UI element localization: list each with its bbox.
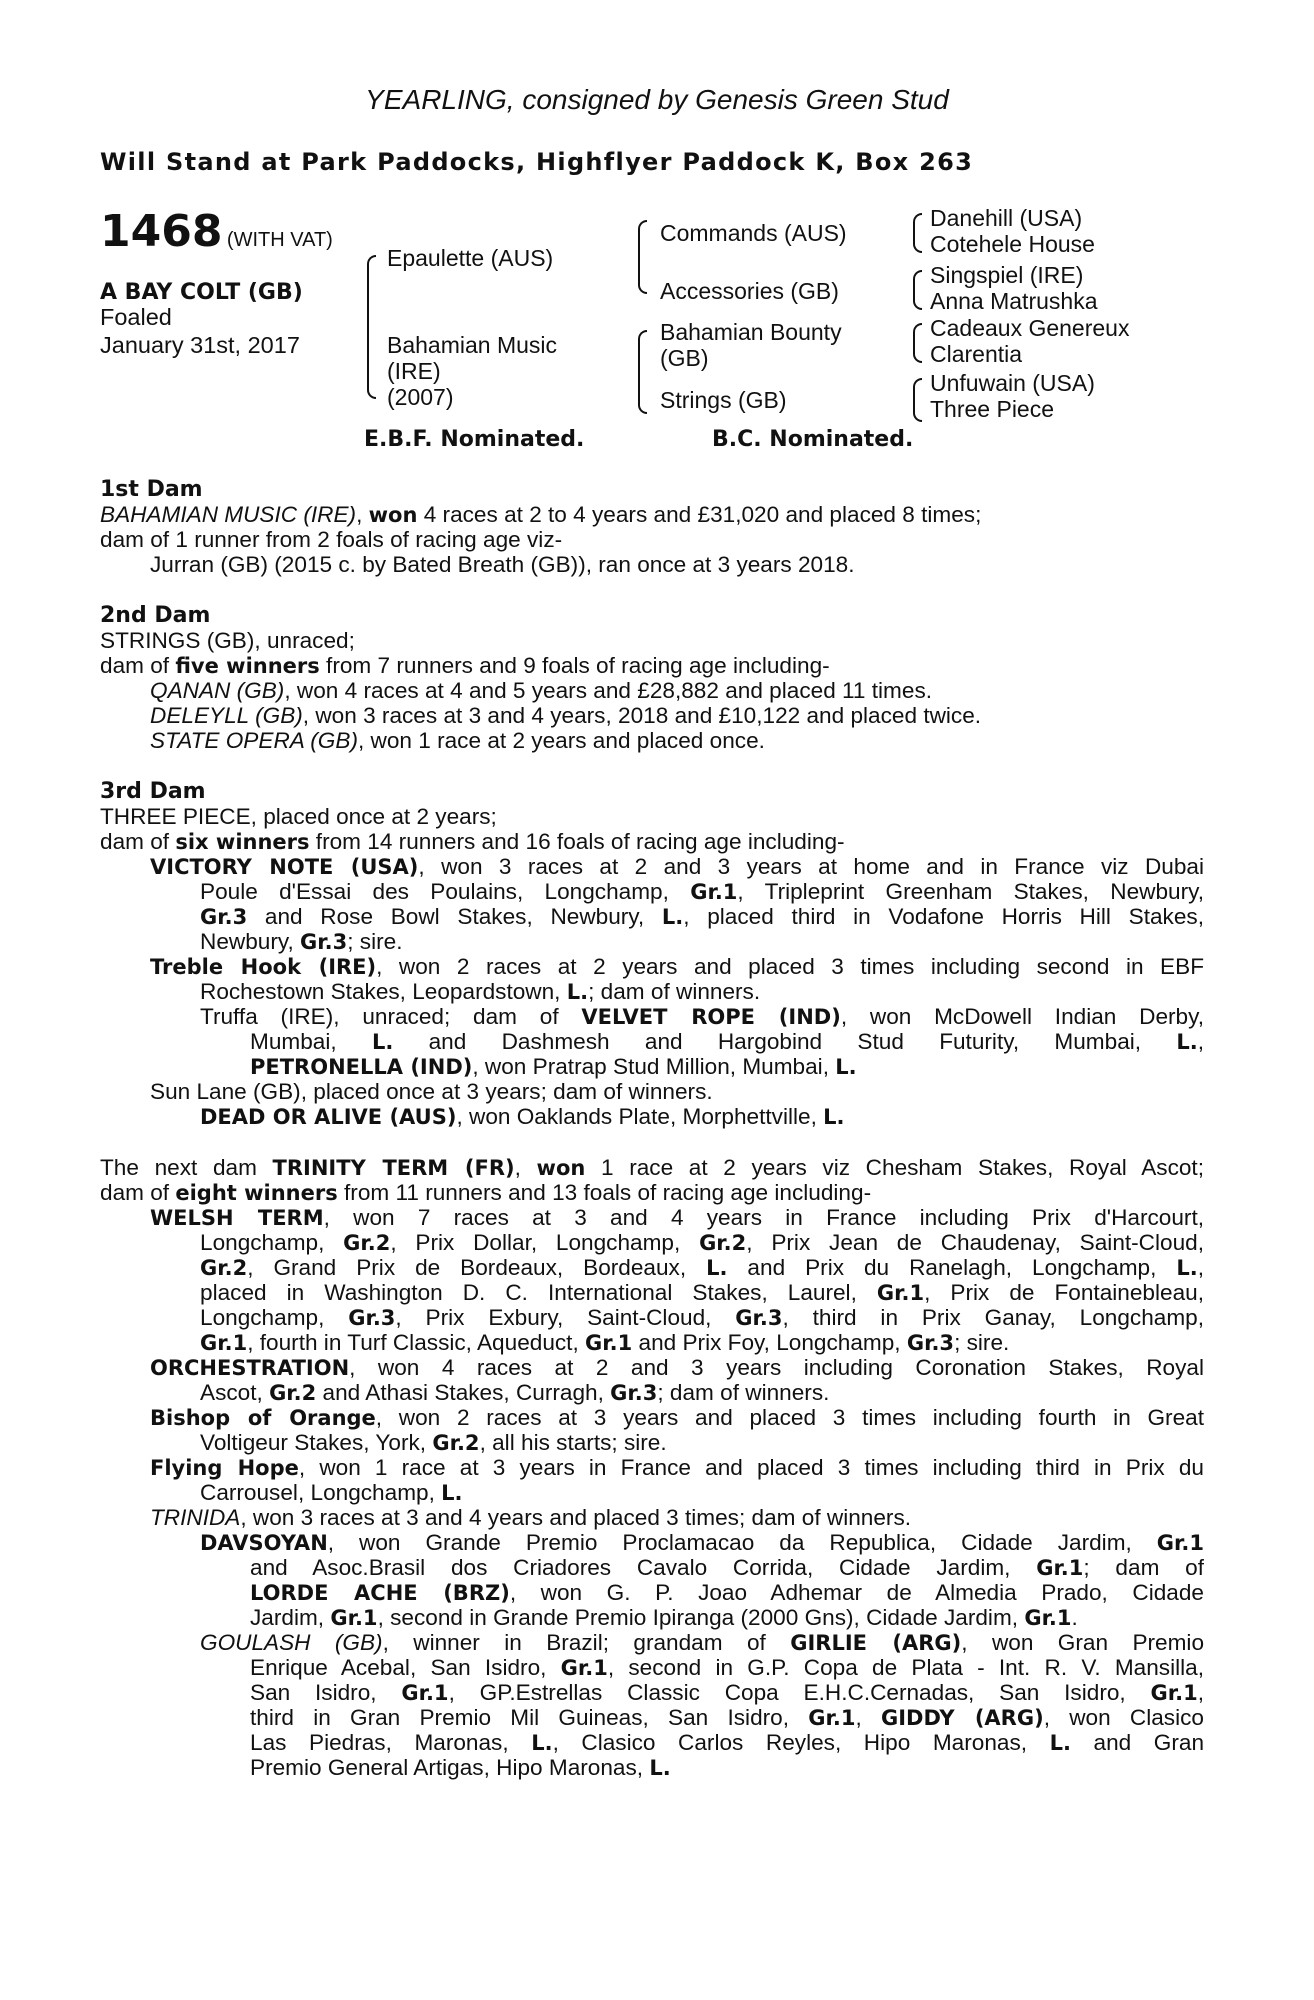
text: from 14 runners and 16 foals of racing age including- (309, 829, 845, 854)
text: Carrousel, Longchamp, (200, 1480, 442, 1505)
grade: Gr.1 (401, 1681, 449, 1705)
text: dam of (100, 1180, 176, 1205)
text: , Prix Jean de Chaudenay, Saint-Cloud, (746, 1230, 1204, 1255)
grade: Gr.1 (876, 1281, 925, 1305)
text: Premio General Artigas, Hipo Maronas, (250, 1755, 650, 1780)
grade: L. (661, 905, 684, 929)
progeny-name: Bishop of Orange (150, 1406, 376, 1430)
dds: Unfuwain (USA) (930, 370, 1095, 396)
progeny-line (250, 1655, 1204, 1680)
text: , Prix de Fontainebleau, (924, 1280, 1204, 1305)
progeny-line (200, 979, 1304, 1005)
progeny-name: DEAD OR ALIVE (AUS) (200, 1105, 457, 1129)
pedigree-brace (913, 270, 922, 310)
ssd: Cotehele House (930, 231, 1095, 257)
text: Rochestown Stakes, Leopardstown, (200, 979, 567, 1004)
progeny-name: GIRLIE (ARG) (790, 1631, 962, 1655)
progeny-line (200, 1004, 1204, 1029)
pedigree-brace (638, 330, 647, 414)
pedigree-brace (367, 255, 376, 399)
text: , won Clasico (1043, 1705, 1204, 1730)
progeny-name: GIDDY (ARG) (880, 1706, 1044, 1730)
progeny-line (250, 1730, 1204, 1755)
text: Longchamp, (200, 1305, 349, 1330)
progeny-line (250, 1755, 1314, 1781)
text: , Clasico Carlos Reyles, Hipo Maronas, (552, 1730, 1050, 1755)
sale-location: Will Stand at Park Paddocks, Highflyer Paddock K, Box 263 (100, 148, 974, 176)
text: , Prix Dollar, Longchamp, (390, 1230, 700, 1255)
text: , won 7 races at 3 and 4 years in France including Prix d'Harcourt, (323, 1205, 1204, 1230)
text: , won 4 races at 4 and 5 years and £28,882 and placed 11 times. (284, 678, 933, 703)
text: third in Gran Premio Mil Guineas, San Isidro, (250, 1705, 809, 1730)
text: , won 1 race at 3 years in France and placed 3 times including third in Prix du (298, 1455, 1204, 1480)
text: Mumbai, (250, 1029, 372, 1054)
text: , second in Grande Premio Ipiranga (2000 Gns), Cidade Jardim, (377, 1605, 1025, 1630)
grade: Gr.1 (1036, 1556, 1084, 1580)
text: , Grand Prix de Bordeaux, Bordeaux, (247, 1255, 707, 1280)
progeny-line (200, 1104, 1304, 1130)
text: , fourth in Turf Classic, Aqueduct, (247, 1330, 586, 1355)
text: , GP.Estrellas Classic Copa E.H.C.Cernadas, San Isidro, (448, 1680, 1151, 1705)
grade: L. (531, 1731, 553, 1755)
grade: Gr.3 (610, 1381, 658, 1405)
vat-note: (WITH VAT) (226, 229, 333, 251)
text: The next dam (100, 1155, 273, 1180)
text: , second in G.P. Copa de Plata - Int. R. V. Mansilla, (607, 1655, 1204, 1680)
text: , Prix Exbury, Saint-Cloud, (395, 1305, 736, 1330)
text: Poule d'Essai des Poulains, Longchamp, (200, 879, 691, 904)
pedigree-brace (913, 378, 922, 422)
text: , won 1 race at 2 years and placed once. (357, 728, 765, 753)
text: , won 3 races at 2 and 3 years at home and in France viz Dubai (418, 854, 1204, 879)
sire-dam: Accessories (GB) (660, 278, 839, 304)
progeny-name: ORCHESTRATION (150, 1356, 350, 1380)
text: and Rose Bowl Stakes, Newbury, (247, 904, 662, 929)
winners-count: eight winners (175, 1181, 338, 1205)
progeny-line (200, 1630, 1204, 1655)
progeny-name: DAVSOYAN (200, 1531, 328, 1555)
text: Ascot, (200, 1380, 270, 1405)
progeny-line (250, 1680, 1204, 1705)
grade: Gr.2 (343, 1231, 391, 1255)
progeny-line (250, 1029, 1204, 1054)
text: , winner in Brazil; grandam of (382, 1630, 791, 1655)
grade: L. (371, 1030, 394, 1054)
grade: Gr.1 (1156, 1531, 1204, 1555)
progeny-name: Flying Hope (150, 1456, 299, 1480)
dam-sire-country: (GB) (660, 345, 709, 371)
grade: L. (1176, 1030, 1198, 1054)
won-label: won (536, 1156, 586, 1180)
ddd: Three Piece (930, 396, 1055, 422)
progeny-line (150, 1405, 1204, 1430)
text: from 7 runners and 9 foals of racing age including- (319, 653, 830, 678)
grade: Gr.2 (432, 1431, 480, 1455)
progeny-name: STATE OPERA (GB) (150, 728, 358, 753)
page-subtitle: YEARLING, consigned by Genesis Green Stud (365, 84, 949, 115)
dam: Bahamian Music (387, 332, 558, 358)
sss: Danehill (USA) (930, 205, 1083, 231)
progeny-name: TRINIDA (150, 1505, 241, 1530)
grade: Gr.2 (269, 1381, 317, 1405)
grade: Gr.3 (735, 1306, 783, 1330)
text: Las Piedras, Maronas, (250, 1730, 532, 1755)
text: , Tripleprint Greenham Stakes, Newbury, (737, 879, 1204, 904)
grade: Gr.3 (348, 1306, 396, 1330)
progeny-line (200, 1430, 1304, 1456)
progeny-line (150, 1505, 1254, 1530)
text: , won 3 races at 3 and 4 years and placed 3 times; dam of winners. (240, 1505, 912, 1530)
pedigree-brace (913, 213, 922, 253)
text: and Asoc.Brasil dos Criadores Cavalo Corrida, Cidade Jardim, (250, 1555, 1037, 1580)
third-dam-heading: 3rd Dam (100, 779, 206, 804)
grade: L. (649, 1756, 671, 1780)
won-label: won (368, 503, 418, 527)
text: dam of (100, 829, 176, 854)
sire: Epaulette (AUS) (387, 245, 554, 271)
first-dam-progeny: Jurran (GB) (2015 c. by Bated Breath (GB)), ran once at 3 years 2018. (150, 552, 855, 577)
grade: Gr.1 (808, 1706, 856, 1730)
progeny-line (200, 1480, 1304, 1506)
text: , won 2 races at 3 years and placed 3 times including fourth in Great (375, 1405, 1204, 1430)
grade: Gr.1 (1024, 1606, 1072, 1630)
dam-sire: Bahamian Bounty (660, 319, 842, 345)
progeny-line (150, 1205, 1204, 1230)
grade: Gr.3 (200, 905, 248, 929)
text: 4 races at 2 to 4 years and £31,020 and placed 8 times; (423, 502, 982, 527)
progeny-name: LORDE ACHE (BRZ) (250, 1581, 510, 1605)
grade: L. (1049, 1731, 1071, 1755)
text: and Prix du Ranelagh, Longchamp, (727, 1255, 1177, 1280)
text: from 11 runners and 13 foals of racing age including- (337, 1180, 872, 1205)
text: , placed third in Vodafone Horris Hill Stakes, (683, 904, 1204, 929)
text: San Isidro, (250, 1680, 402, 1705)
dsd: Clarentia (930, 341, 1023, 367)
progeny-name: PETRONELLA (IND) (250, 1055, 473, 1079)
progeny-name: VICTORY NOTE (USA) (150, 855, 419, 879)
text: ; sire. (954, 1330, 1010, 1355)
text: Voltigeur Stakes, York, (200, 1430, 433, 1455)
third-dam-line (100, 829, 1204, 855)
progeny-line (250, 1605, 1314, 1631)
text: , (1197, 1255, 1204, 1280)
second-dam-line: STRINGS (GB), unraced; (100, 628, 355, 653)
grade: L. (823, 1105, 845, 1129)
grade: Gr.2 (699, 1231, 747, 1255)
sds: Singspiel (IRE) (930, 262, 1084, 288)
text: . (1071, 1605, 1078, 1630)
text: , won 4 races at 2 and 3 years including Coronation Stakes, Royal (349, 1355, 1204, 1380)
grade: Gr.1 (560, 1656, 608, 1680)
next-dam-line (100, 1155, 1204, 1180)
pedigree-brace (913, 323, 922, 363)
progeny-line (150, 1355, 1204, 1380)
progeny-line (200, 1255, 1204, 1280)
text: , won 2 races at 2 years and placed 3 times including second in EBF (376, 954, 1204, 979)
text: , (1197, 1680, 1204, 1705)
text: ; sire. (347, 929, 403, 954)
progeny-name: WELSH TERM (150, 1206, 324, 1230)
grade: Gr.2 (200, 1256, 248, 1280)
text: Enrique Acebal, San Isidro, (250, 1655, 561, 1680)
dss: Cadeaux Genereux (930, 315, 1130, 341)
progeny-line (150, 728, 1254, 753)
dam-country: (IRE) (387, 358, 441, 384)
grade: Gr.3 (300, 930, 348, 954)
text: 1 race at 2 years viz Chesham Stakes, Royal Ascot; (585, 1155, 1204, 1180)
progeny-line (250, 1555, 1204, 1580)
horse-name: A BAY COLT (GB) (100, 280, 303, 305)
first-dam-line: BAHAMIAN MUSIC (IRE), won 4 races at 2 to 4 years and £31,020 and placed 8 times; (100, 502, 982, 527)
progeny-name: GOULASH (GB) (200, 1630, 383, 1655)
lot-number-row (100, 206, 333, 257)
text: and Gran (1070, 1730, 1204, 1755)
progeny-line (200, 904, 1204, 929)
text: Jardim, (250, 1605, 331, 1630)
progeny-line: Sun Lane (GB), placed once at 3 years; dam of winners. (150, 1079, 713, 1104)
text: , third in Prix Ganay, Longchamp, (782, 1305, 1204, 1330)
first-dam-heading: 1st Dam (100, 477, 203, 502)
text: Newbury, (200, 929, 301, 954)
foaled-label: Foaled (100, 304, 172, 330)
text: and Dashmesh and Hargobind Stud Futurity, Mumbai, (393, 1029, 1177, 1054)
text: , won McDowell Indian Derby, (840, 1004, 1204, 1029)
text: , won G. P. Joao Adhemar de Almedia Prado, Cidade (509, 1580, 1204, 1605)
dam-dam: Strings (GB) (660, 387, 787, 413)
dam-name: BAHAMIAN MUSIC (IRE) (100, 502, 357, 527)
progeny-line (150, 703, 1254, 728)
text: and Athasi Stakes, Curragh, (316, 1380, 611, 1405)
grade: L. (441, 1481, 463, 1505)
text: ; dam of winners. (588, 979, 761, 1004)
dam-name: TRINITY TERM (FR) (272, 1156, 515, 1180)
progeny-line (200, 929, 1304, 955)
grade: Gr.1 (690, 880, 738, 904)
grade: Gr.1 (330, 1606, 378, 1630)
progeny-line (250, 1054, 1314, 1080)
text: Truffa (IRE), unraced; dam of (200, 1004, 582, 1029)
text: ; dam of winners. (657, 1380, 830, 1405)
grade: Gr.1 (1150, 1681, 1198, 1705)
text: , (1197, 1029, 1204, 1054)
text: , won Gran Premio (961, 1630, 1204, 1655)
third-dam-line: THREE PIECE, placed once at 2 years; (100, 804, 497, 829)
progeny-line (200, 1230, 1204, 1255)
foaled-date: January 31st, 2017 (100, 332, 300, 358)
text: and Prix Foy, Longchamp, (632, 1330, 907, 1355)
progeny-line (150, 854, 1204, 879)
sire-sire: Commands (AUS) (660, 220, 847, 246)
text: , won Oaklands Plate, Morphettville, (456, 1104, 824, 1129)
next-dam-line (100, 1180, 1204, 1206)
progeny-name: QANAN (GB) (150, 678, 285, 703)
text: placed in Washington D. C. International Stakes, Laurel, (200, 1280, 877, 1305)
progeny-line (150, 954, 1204, 979)
winners-count: five winners (175, 654, 320, 678)
bc-nominated: B.C. Nominated. (712, 427, 914, 452)
text: , all his starts; sire. (479, 1430, 667, 1455)
progeny-line (250, 1705, 1204, 1730)
sdd: Anna Matrushka (930, 288, 1098, 314)
progeny-line (200, 1330, 1304, 1356)
progeny-line (250, 1580, 1204, 1605)
progeny-line (150, 678, 1254, 703)
text: , won Grande Premio Proclamacao da Republica, Cidade Jardim, (327, 1530, 1157, 1555)
grade: L. (1176, 1256, 1198, 1280)
text: , (855, 1705, 881, 1730)
progeny-line (200, 1380, 1304, 1406)
first-dam-line: dam of 1 runner from 2 foals of racing age viz- (100, 527, 563, 552)
text: dam of (100, 653, 176, 678)
text: Longchamp, (200, 1230, 344, 1255)
second-dam-line (100, 653, 1204, 679)
grade: Gr.1 (200, 1331, 248, 1355)
progeny-line (200, 1530, 1204, 1555)
ebf-nominated: E.B.F. Nominated. (364, 427, 585, 452)
grade: Gr.1 (585, 1331, 633, 1355)
grade: L. (566, 980, 589, 1004)
grade: L. (835, 1055, 857, 1079)
grade: Gr.3 (906, 1331, 955, 1355)
text: , (514, 1155, 537, 1180)
grade: L. (706, 1256, 728, 1280)
pedigree-brace (638, 220, 647, 294)
text: ; dam of (1083, 1555, 1204, 1580)
progeny-line (200, 879, 1204, 904)
progeny-line (200, 1280, 1204, 1305)
dam-year: (2007) (387, 384, 454, 410)
second-dam-heading: 2nd Dam (100, 603, 211, 628)
progeny-name: DELEYLL (GB) (150, 703, 303, 728)
progeny-name: VELVET ROPE (IND) (581, 1005, 841, 1029)
winners-count: six winners (175, 830, 310, 854)
progeny-line (150, 1455, 1204, 1480)
lot-number: 1468 (100, 206, 223, 257)
text: , won 3 races at 3 and 4 years, 2018 and £10,122 and placed twice. (302, 703, 982, 728)
text: , won Pratrap Stud Million, Mumbai, (472, 1054, 836, 1079)
progeny-line (200, 1305, 1204, 1330)
progeny-name: Treble Hook (IRE) (150, 955, 377, 979)
